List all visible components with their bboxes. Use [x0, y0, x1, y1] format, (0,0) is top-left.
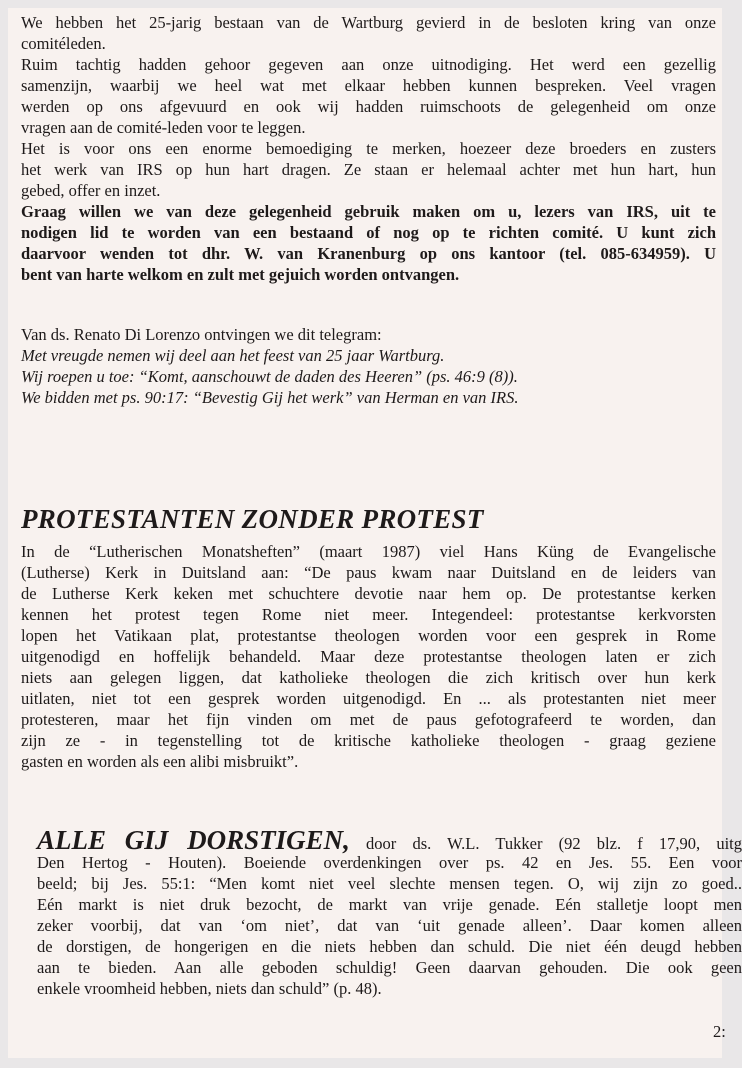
review-first-text: door ds. W.L. Tukker (92 blz. f 17,90, uitg [349, 834, 742, 853]
text-line: Met vreugde nemen wij deel aan het feest van 25 jaar Wartburg. [21, 346, 445, 365]
telegram-section [21, 324, 716, 408]
text-line: niets aan gelegen liggen, dat katholieke theologen die zich kritisch over hun kerk [21, 668, 716, 687]
text-line: zijn ze - in tegenstelling tot de kritische katholieke theologen - graag geziene [21, 731, 716, 750]
text-line: de Lutherse Kerk keken met schuchtere devotie naar hem op. De protestantse kerken [21, 584, 716, 603]
text-line: het werk van IRS op hun hart dragen. Ze staan er helemaal achter met hun hart, hun [21, 160, 716, 179]
text-line: daarvoor wenden tot dhr. W. van Kranenburg op ons kantoor (tel. 085-634959). U [21, 244, 716, 263]
text-line: nodigen lid te worden van een bestaand of nog op te richten comité. U kunt zich [21, 223, 716, 242]
text-line: Den Hertog - Houten). Boeiende overdenkingen over ps. 42 en Jes. 55. Een voor [37, 853, 742, 872]
text-line: gasten en worden als een alibi misbruikt”. [21, 752, 299, 771]
text-line: lopen het Vatikaan plat, protestantse theologen worden voor een gesprek in Rome [21, 626, 716, 645]
text-line: uitgenodigd en hoffelijk behandeld. Maar deze protestantse theologen laten er zich [21, 647, 716, 666]
text-line: Eén markt is niet druk bezocht, de markt van vrije genade. Eén stalletje loopt men [37, 895, 742, 914]
text-line: Graag willen we van deze gelegenheid gebruik maken om u, lezers van IRS, uit te [21, 202, 716, 221]
text-line: In de “Lutherischen Monatsheften” (maart 1987) viel Hans Küng de Evangelische [21, 542, 716, 561]
page-number: 2: [713, 1022, 726, 1041]
text-line: kennen het protest tegen Rome niet meer. Integendeel: protestantse kerkvorsten [21, 605, 716, 624]
text-line: Wij roepen u toe: “Komt, aanschouwt de daden des Heeren” (ps. 46:9 (8)). [21, 367, 518, 386]
text-line: beeld; bij Jes. 55:1: “Men komt niet veel slechte mensen tegen. O, wij zijn zo goed.. [37, 874, 742, 893]
text-line: bent van harte welkom en zult met gejuich worden ontvangen. [21, 265, 460, 284]
text-line: We bidden met ps. 90:17: “Bevestig Gij het werk” van Herman en van IRS. [21, 388, 519, 407]
text-line: We hebben het 25-jarig bestaan van de Wartburg gevierd in de besloten kring van onze [21, 13, 716, 32]
text-line: gebed, offer en inzet. [21, 181, 161, 200]
article-body [21, 541, 716, 772]
book-review [37, 825, 742, 999]
text-line: zeker voorbij, dat van ‘om niet’, dat van ‘uit genade alleen’. Daar komen alleen [37, 916, 742, 935]
text-line: (Lutherse) Kerk in Duitsland aan: “De paus kwam naar Duitsland en de leiders van [21, 563, 716, 582]
text-line: Ruim tachtig hadden gehoor gegeven aan onze uitnodiging. Het werd een gezellig [21, 55, 716, 74]
text-line: de dorstigen, de hongerigen en die niets hebben dan schuld. Die niet één deugd hebben [37, 937, 742, 956]
intro-paragraphs [21, 12, 716, 285]
text-line: Het is voor ons een enorme bemoediging te merken, hoezeer deze broeders en zusters [21, 139, 716, 158]
text-line: enkele vroomheid hebben, niets dan schuld” (p. 48). [37, 979, 382, 998]
text-line: uitlaten, niet tot een gesprek worden uitgenodigd. En ... als protestanten niet meer [21, 689, 716, 708]
text-line: vragen aan de comité-leden voor te leggen. [21, 118, 306, 137]
text-line: samenzijn, waarbij we heel wat met elkaar hebben kunnen bespreken. Veel vragen [21, 76, 716, 95]
review-first-line [37, 825, 742, 855]
article-title: PROTESTANTEN ZONDER PROTEST [21, 504, 484, 534]
review-title: ALLE GIJ DORSTIGEN, [37, 825, 350, 855]
text-line: comitéleden. [21, 34, 106, 53]
text-line: protesteren, maar het fijn vinden om met de paus gefotografeerd te worden, dan [21, 710, 716, 729]
telegram-intro: Van ds. Renato Di Lorenzo ontvingen we dit telegram: [21, 325, 382, 344]
text-line: werden op ons afgevuurd en ook wij hadden ruimschoots de gelegenheid om onze [21, 97, 716, 116]
text-line: aan te bieden. Aan alle geboden schuldig! Geen daarvan gehouden. Die ook geen [37, 958, 742, 977]
document-page [8, 8, 742, 1058]
